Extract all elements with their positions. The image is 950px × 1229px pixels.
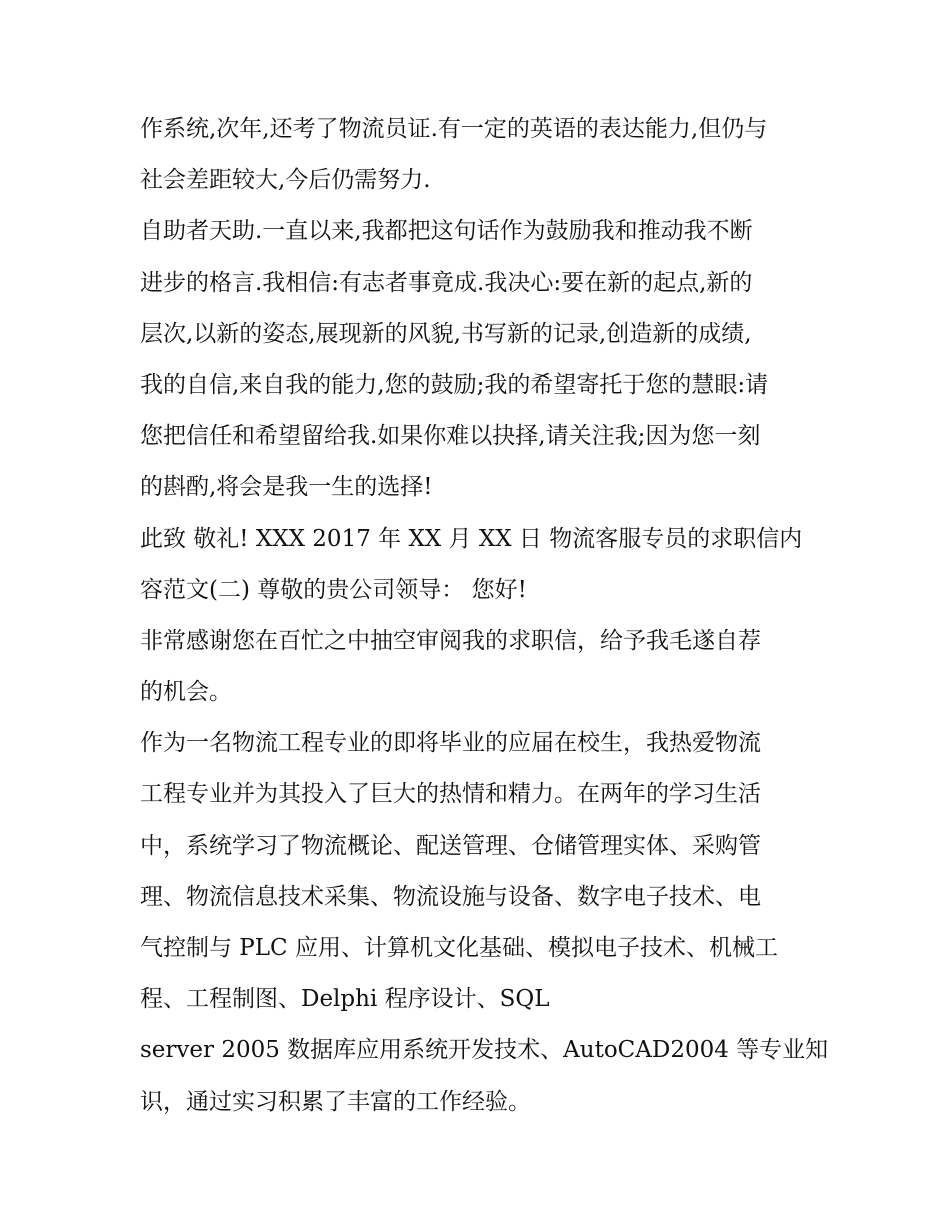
text-line: 此致 敬礼! XXX 2017 年 XX 月 XX 日 物流客服专员的求职信内 (140, 525, 803, 552)
text-line: 您把信任和希望留给我.如果你难以抉择,请关注我;因为您一刻 (140, 423, 761, 450)
text-line: 我的自信,来自我的能力,您的鼓励;我的希望寄托于您的慧眼:请 (140, 371, 769, 398)
text-line: 社会差距较大,今后仍需努力. (140, 167, 431, 194)
text-line: 理、物流信息技术采集、物流设施与设备、数字电子技术、电 (140, 883, 761, 910)
text-line: 层次,以新的姿态,展现新的风貌,书写新的记录,创造新的成绩, (140, 320, 752, 347)
text-line: 非常感谢您在百忙之中抽空审阅我的求职信，给予我毛遂自荐 (140, 627, 761, 654)
text-line: 作为一名物流工程专业的即将毕业的应届在校生，我热爱物流 (140, 730, 761, 757)
text-line: server 2005 数据库应用系统开发技术、AutoCAD2004 等专业知 (140, 1037, 829, 1064)
text-line: 工程专业并为其投入了巨大的热情和精力。在两年的学习生活 (140, 781, 761, 808)
text-line: 气控制与 PLC 应用、计算机文化基础、模拟电子技术、机械工 (140, 935, 778, 961)
text-line: 容范文(二) 尊敬的贵公司领导： 您好! (140, 576, 527, 603)
text-line: 作系统,次年,还考了物流员证.有一定的英语的表达能力,但仍与 (140, 116, 768, 142)
text-line: 中，系统学习了物流概论、配送管理、仓储管理实体、采购管 (140, 832, 761, 859)
text-line: 的斟酌,将会是我一生的选择! (140, 474, 433, 501)
text-line: 自助者天助.一直以来,我都把这句话作为鼓励我和推动我不断 (140, 218, 753, 245)
text-line: 程、工程制图、Delphi 程序设计、SQL (140, 986, 550, 1013)
text-line: 进步的格言.我相信:有志者事竟成.我决心:要在新的起点,新的 (140, 269, 753, 296)
document-body (140, 104, 829, 1128)
text-line: 识，通过实习积累了丰富的工作经验。 (140, 1088, 531, 1115)
text-line: 的机会。 (140, 679, 232, 706)
